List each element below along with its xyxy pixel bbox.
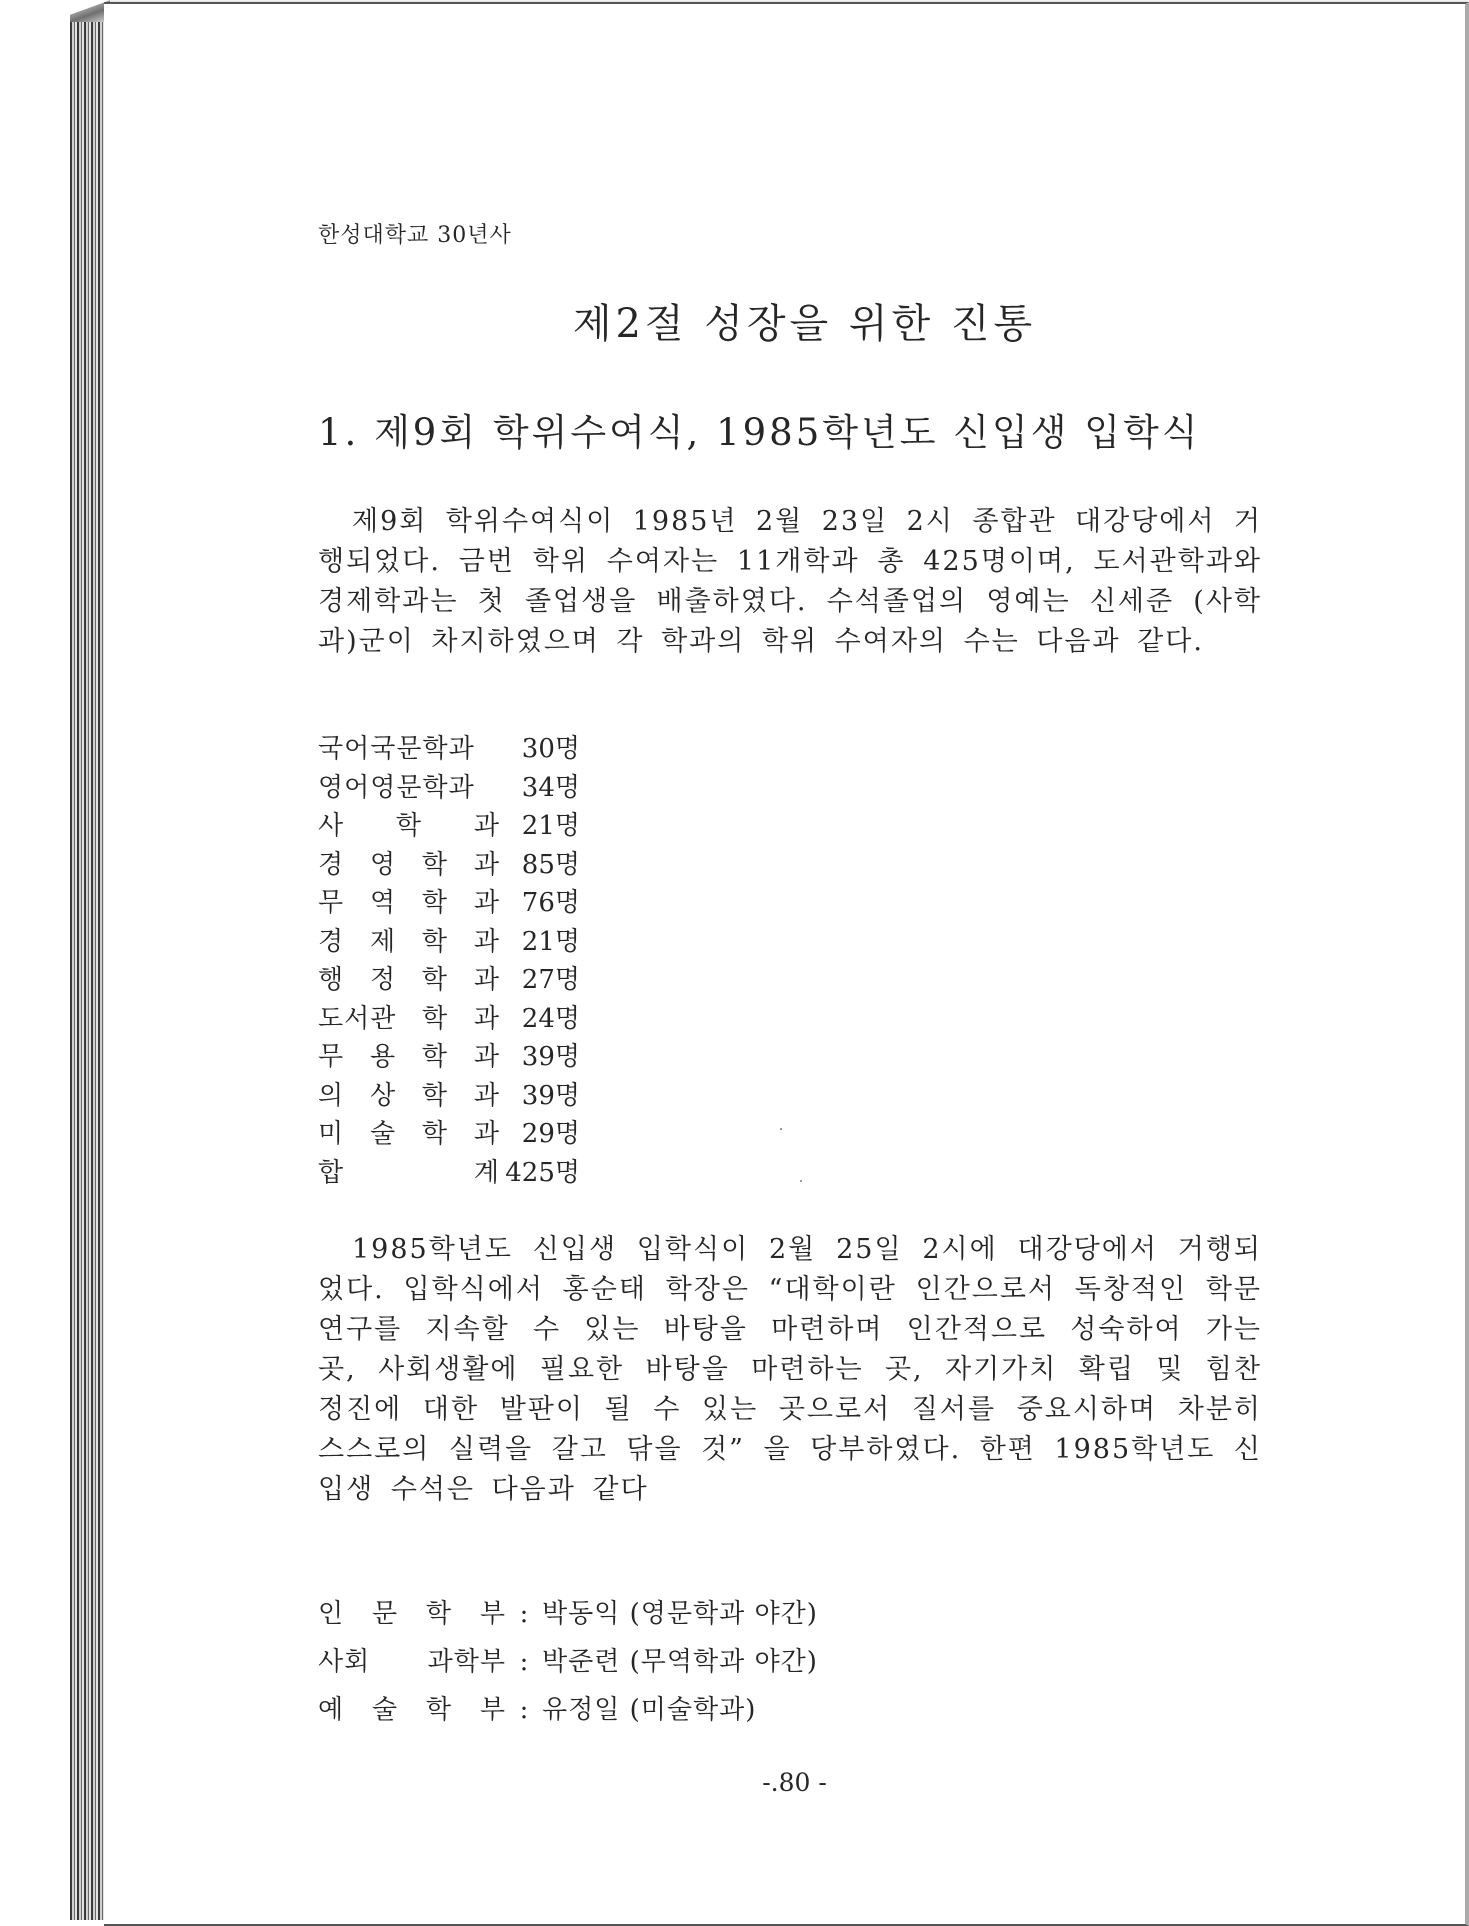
faculty-name: 인 문 학 부 — [318, 1599, 506, 1629]
colon-separator: : — [519, 1647, 529, 1677]
department-name: 무 역 학 과 — [318, 888, 500, 918]
graduates-row — [318, 1115, 580, 1154]
graduate-count: 85명 — [521, 849, 580, 880]
graduates-row — [318, 923, 580, 962]
graduate-count: 76명 — [521, 888, 580, 918]
graduates-row — [318, 884, 580, 923]
graduate-count: 39명 — [521, 1042, 580, 1072]
graduate-count: 21명 — [521, 926, 580, 957]
top-freshman-row — [318, 1590, 818, 1638]
graduates-total-row — [318, 1154, 580, 1193]
student-name: 박동익 (영문학과 야간) — [542, 1599, 818, 1629]
department-name: 사 학 과 — [318, 811, 500, 841]
graduates-row — [318, 769, 580, 808]
graduates-row — [318, 1000, 580, 1039]
department-name: 영어영문학과 — [318, 772, 475, 803]
graduate-count: 21명 — [521, 811, 580, 841]
graduates-list — [318, 730, 580, 1192]
top-freshmen-list — [318, 1590, 818, 1734]
subsection-title: 1. 제9회 학위수여식, 1985학년도 신입생 입학식 — [318, 411, 1201, 454]
graduates-row — [318, 961, 580, 1000]
graduates-row — [318, 846, 580, 885]
graduates-row — [318, 730, 580, 769]
faculty-name: 예 술 학 부 — [318, 1695, 506, 1725]
graduate-count: 24명 — [521, 1003, 580, 1034]
department-name: 미 술 학 과 — [318, 1119, 500, 1149]
paragraph-graduation: 제9회 학위수여식이 1985년 2월 23일 2시 종합관 대강당에서 거행되었다. 금번 학위 수여자는 11개학과 총 425명이며, 도서관학과와 경제학과는 첫 졸업생을 배출하였다. 수석졸업의 영예는 신세준 (사학과)군이 차지하였으며 각 학과의 학위 수여자의 수는 다음과 같다. — [318, 506, 1262, 657]
top-freshman-row — [318, 1638, 818, 1686]
section-title: 제2절 성장을 위한 진통 — [572, 301, 1037, 347]
running-head: 한성대학교 30년사 — [318, 223, 512, 248]
department-name: 경 영 학 과 — [318, 849, 500, 880]
graduates-row — [318, 1077, 580, 1116]
student-name: 박준련 (무역학과 야간) — [542, 1647, 818, 1677]
department-name: 경 제 학 과 — [318, 926, 500, 957]
top-freshman-row — [318, 1686, 818, 1734]
faculty-name: 사회 과학부 — [318, 1647, 506, 1677]
department-name: 무 용 학 과 — [318, 1042, 500, 1072]
page-number: -.80 - — [762, 1768, 827, 1797]
scan-speck — [780, 1128, 782, 1130]
graduate-count: 30명 — [521, 734, 580, 764]
total-count: 425명 — [505, 1157, 580, 1188]
paragraph-entrance-ceremony: 1985학년도 신입생 입학식이 2월 25일 2시에 대강당에서 거행되었다. 입학식에서 홍순태 학장은 “대학이란 인간으로서 독창적인 학문연구를 지속할 수 있는 바탕을 마련하며 인간적으로 성숙하여 가는 곳, 사회생활에 필요한 바탕을 마련하는 곳, 자기가치 확립 및 힘찬 정진에 대한 발판이 될 수 있는 곳으로서 질서를 중요시하며 차분히 스스로의 실력을 갈고 닦을 것” 을 당부하였다. 한편 1985학년도 신입생 수석은 다음과 같다 — [318, 1234, 1262, 1505]
graduates-row — [318, 1038, 580, 1077]
scan-speck — [800, 1180, 802, 1182]
department-name: 국어국문학과 — [318, 734, 475, 764]
colon-separator: : — [519, 1599, 529, 1629]
total-label: 합 계 — [318, 1157, 500, 1188]
colon-separator: : — [519, 1695, 529, 1725]
department-name: 의 상 학 과 — [318, 1080, 500, 1111]
graduate-count: 29명 — [521, 1119, 580, 1149]
department-name: 행 정 학 과 — [318, 965, 500, 995]
graduate-count: 34명 — [521, 772, 580, 803]
graduate-count: 39명 — [521, 1080, 580, 1111]
graduates-row — [318, 807, 580, 846]
student-name: 유정일 (미술학과) — [542, 1695, 757, 1725]
department-name: 도서관 학 과 — [318, 1003, 500, 1034]
graduate-count: 27명 — [521, 965, 580, 995]
